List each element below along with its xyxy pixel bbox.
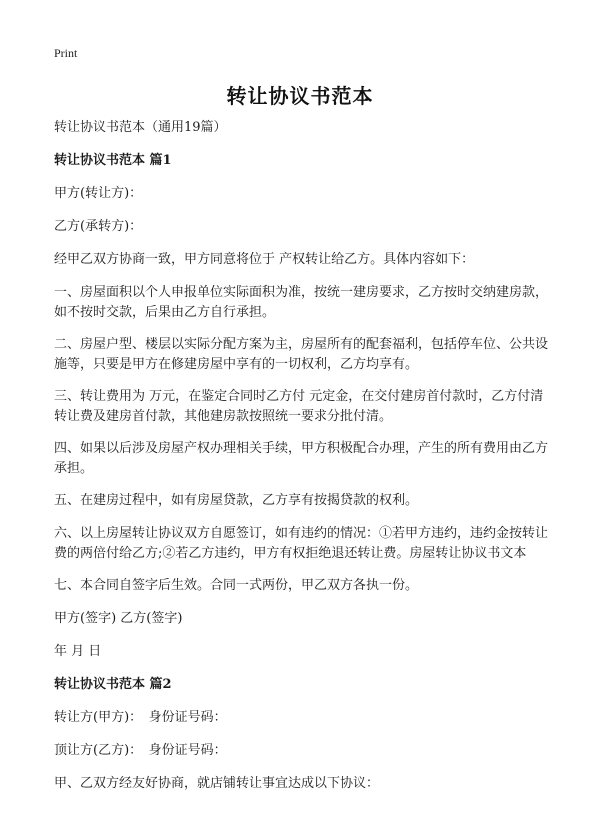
clause-1: 一、房屋面积以个人申报单位实际面积为准，按统一建房要求，乙方按时交纳建房款，如不按时交款，后果由乙方自行承担。	[54, 285, 549, 320]
signature-line: 甲方(签字) 乙方(签字)	[54, 611, 183, 626]
clause-6: 六、以上房屋转让协议双方自愿签订，如有违约的情况：①若甲方违约，违约金按转让费的两倍付给乙方;②若乙方违约，甲方有权拒绝退还转让费。房屋转让协议书文本	[54, 526, 549, 561]
transferee-line: 顶让方(乙方)： 身份证号码：	[54, 743, 227, 758]
clause-5: 五、在建房过程中，如有房屋贷款，乙方享有按揭贷款的权利。	[54, 493, 419, 508]
party-a-line: 甲方(转让方)：	[54, 186, 143, 201]
section-2-intro: 甲、乙双方经友好协商，就店铺转让事宜达成以下协议：	[54, 776, 380, 791]
section-1-heading: 转让协议书范本 篇1	[54, 153, 172, 168]
document-body	[54, 118, 554, 807]
intro-paragraph: 经甲乙双方协商一致，甲方同意将位于 产权转让给乙方。具体内容如下：	[54, 252, 475, 267]
clause-4: 四、如果以后涉及房屋产权办理相关手续，甲方积极配合办理，产生的所有费用由乙方承担。	[54, 441, 549, 476]
document-subtitle: 转让协议书范本（通用19篇）	[54, 120, 227, 135]
clause-2: 二、房屋户型、楼层以实际分配方案为主，房屋所有的配套福利，包括停车位、公共设施等，只要是甲方在修建房屋中享有的一切权利，乙方均享有。	[54, 337, 549, 372]
transferor-line: 转让方(甲方)： 身份证号码：	[54, 710, 227, 725]
section-2-heading: 转让协议书范本 篇2	[54, 677, 172, 692]
document-title: 转让协议书范本	[226, 84, 374, 108]
clause-7: 七、本合同自签字后生效。合同一式两份，甲乙双方各执一份。	[54, 578, 419, 593]
print-link[interactable]: Print	[54, 46, 78, 60]
date-line: 年 月 日	[54, 644, 102, 659]
clause-3: 三、转让费用为 万元，在鉴定合同时乙方付 元定金，在交付建房首付款时，乙方付清转让费及建房首付款，其他建房款按照统一要求分批付清。	[54, 389, 544, 424]
party-b-line: 乙方(承转方)：	[54, 219, 143, 234]
